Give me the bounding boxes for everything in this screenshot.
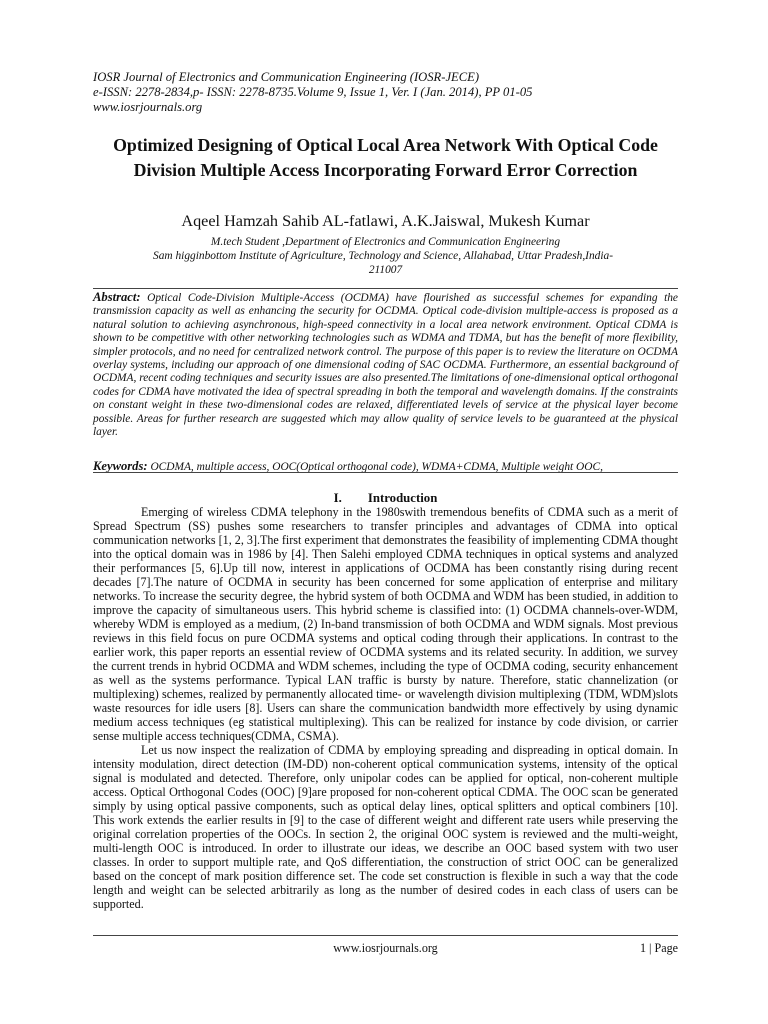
affiliation-line-2: Sam higginbottom Institute of Agriculture, Technology and Science, Allahabad, Uttar Pradesh,India- bbox=[153, 250, 614, 262]
abstract bbox=[93, 291, 678, 439]
paragraph-2: Let us now inspect the realization of CDMA by employing spreading and dispreading in optical domain. In intensity modulation, direct detection (IM-DD) non-coherent optical communication systems, intensity of the optical signal is modulated and detected. Therefore, only unipolar codes can be applied for optical, non-coherent multiple access. Optical Orthogonal Codes (OOC) [9]are proposed for non-coherent optical CDMA. The OOC scan be generated simply by using optical passive components, such as optical delay lines, optical splitters and optical combiners [10]. This work extends the earlier results in [9] to the case of different weight and different rate users while preserving the original correlation properties of the OOCs. In section 2, the original OOC system is reviewed and the multi-weight, multi-length OOC is introduced. In order to illustrate our ideas, we describe an OOC based system with two user classes. In order to support multiple rate, and QoS differentiation, the construction of strict OOC can be generalized based on the concept of mark position difference set. The code set construction is flexible in such a way that the code length and weight can be selected arbitrarily as long as the number of desired codes in each class of users can be supported. bbox=[93, 743, 678, 911]
section-title: Introduction bbox=[367, 491, 438, 505]
journal-header bbox=[93, 70, 693, 115]
section-number: I. bbox=[333, 491, 342, 505]
paper-authors: Aqeel Hamzah Sahib AL-fatlawi, A.K.Jaiswal, Mukesh Kumar bbox=[181, 212, 590, 230]
affiliation-line-1: M.tech Student ,Department of Electronics and Communication Engineering bbox=[210, 236, 561, 248]
journal-website: www.iosrjournals.org bbox=[93, 100, 203, 114]
abstract-text: Optical Code-Division Multiple-Access (OCDMA) have flourished as successful schemes for expanding the transmission capacity as well as enhancing the security for OCDMA. Optical code-division multiple-access is proposed as a natural solution to achieving asynchronous, high-speed connectivity in a local area network environment. Optical CDMA is shown to be competitive with other networking technologies such as WDMA and TDMA, but has the benefit of more flexibility, simpler protocols, and no need for centralized network control. The purpose of this paper is to review the literature on OCDMA overlay systems, including our approach of one dimensional coding of SAC OCDMA. Furthermore, an essential background of OCDMA, recent coding techniques and security issues are also presented.The limitations of one-dimensional optical orthogonal codes for CDMA have motivated the idea of spectral spreading in both the temporal and wavelength domains. If the constraints on constant weight in these two-dimensional codes are relaxed, differentiated levels of service at the physical layer become possible. Areas for further research are suggested which may allow quality of service levels to be guaranteed at the physical layer. bbox=[93, 292, 678, 439]
affiliation-line-3: 211007 bbox=[368, 264, 403, 276]
journal-issn: e-ISSN: 2278-2834,p- ISSN: 2278-8735.Volume 9, Issue 1, Ver. I (Jan. 2014), PP 01-05 bbox=[93, 85, 533, 99]
paragraph-1: Emerging of wireless CDMA telephony in the 1980swith tremendous benefits of CDMA such as a merit of Spread Spectrum (SS) pushes some researchers to transfer principles and advantages of CDMA into optical communication networks [1, 2, 3].The first experiment that demonstrates the feasibility of implementing CDMA thought into the optical domain was in 1986 by [4]. Then Salehi employed CDMA techniques in optical systems and analyzed their performances [5, 6].Up till now, interest in applications of OCDMA has been constantly rising during recent decades [7].The nature of OCDMA in security has been concerned for some application of enterprise and military networks. To increase the security degree, the hybrid system of both OCDMA and WDM has been studied, in addition to improve the capacity of simultaneous users. This hybrid scheme is classified into: (1) OCDMA channels-over-WDM, whereby WDM is employed as a medium, (2) In-band transmission of both OCDMA and WDM signals. Most previous reviews in this field focus on pure OCDMA systems and optical coding through their applications. In contrast to the earlier work, this paper reports an essential review of OCDMA systems and its related security. In addition, we survey the current trends in hybrid OCDMA and WDM schemes, including the type of OCDMA coding, security enhancement as well as the systems performance. Typical LAN traffic is bursty by nature. Therefore, static channelization (or multiplexing) schemes, realized by permanently allocated time- or wavelength division multiplexing (TDM, WDM)slots waste resources for idle users [8]. Users can share the communication bandwidth more effectively by using dynamic medium access techniques (eg statistical multiplexing). This can be realized for instance by code division, or carrier sense multiple access techniques(CDMA, CSMA). bbox=[93, 505, 678, 743]
footer-website: www.iosrjournals.org bbox=[333, 941, 438, 955]
paper-title: Optimized Designing of Optical Local Area Network With Optical Code Division Multiple Access Incorporating Forward Error Correction bbox=[113, 135, 658, 180]
page-number: 1 | Page bbox=[639, 941, 678, 955]
keywords-text: OCDMA, multiple access, OOC(Optical orthogonal code), WDMA+CDMA, Multiple weight OOC, bbox=[150, 461, 603, 473]
author-affiliation bbox=[93, 235, 678, 277]
keywords-bottom-rule bbox=[93, 472, 678, 473]
journal-name: IOSR Journal of Electronics and Communication Engineering (IOSR-JECE) bbox=[93, 70, 480, 84]
abstract-top-rule bbox=[93, 288, 678, 289]
section-body bbox=[93, 505, 678, 911]
keywords-label: Keywords: bbox=[93, 459, 148, 473]
footer-rule bbox=[93, 935, 678, 936]
abstract-label: Abstract: bbox=[93, 290, 141, 304]
section-heading bbox=[93, 490, 678, 506]
